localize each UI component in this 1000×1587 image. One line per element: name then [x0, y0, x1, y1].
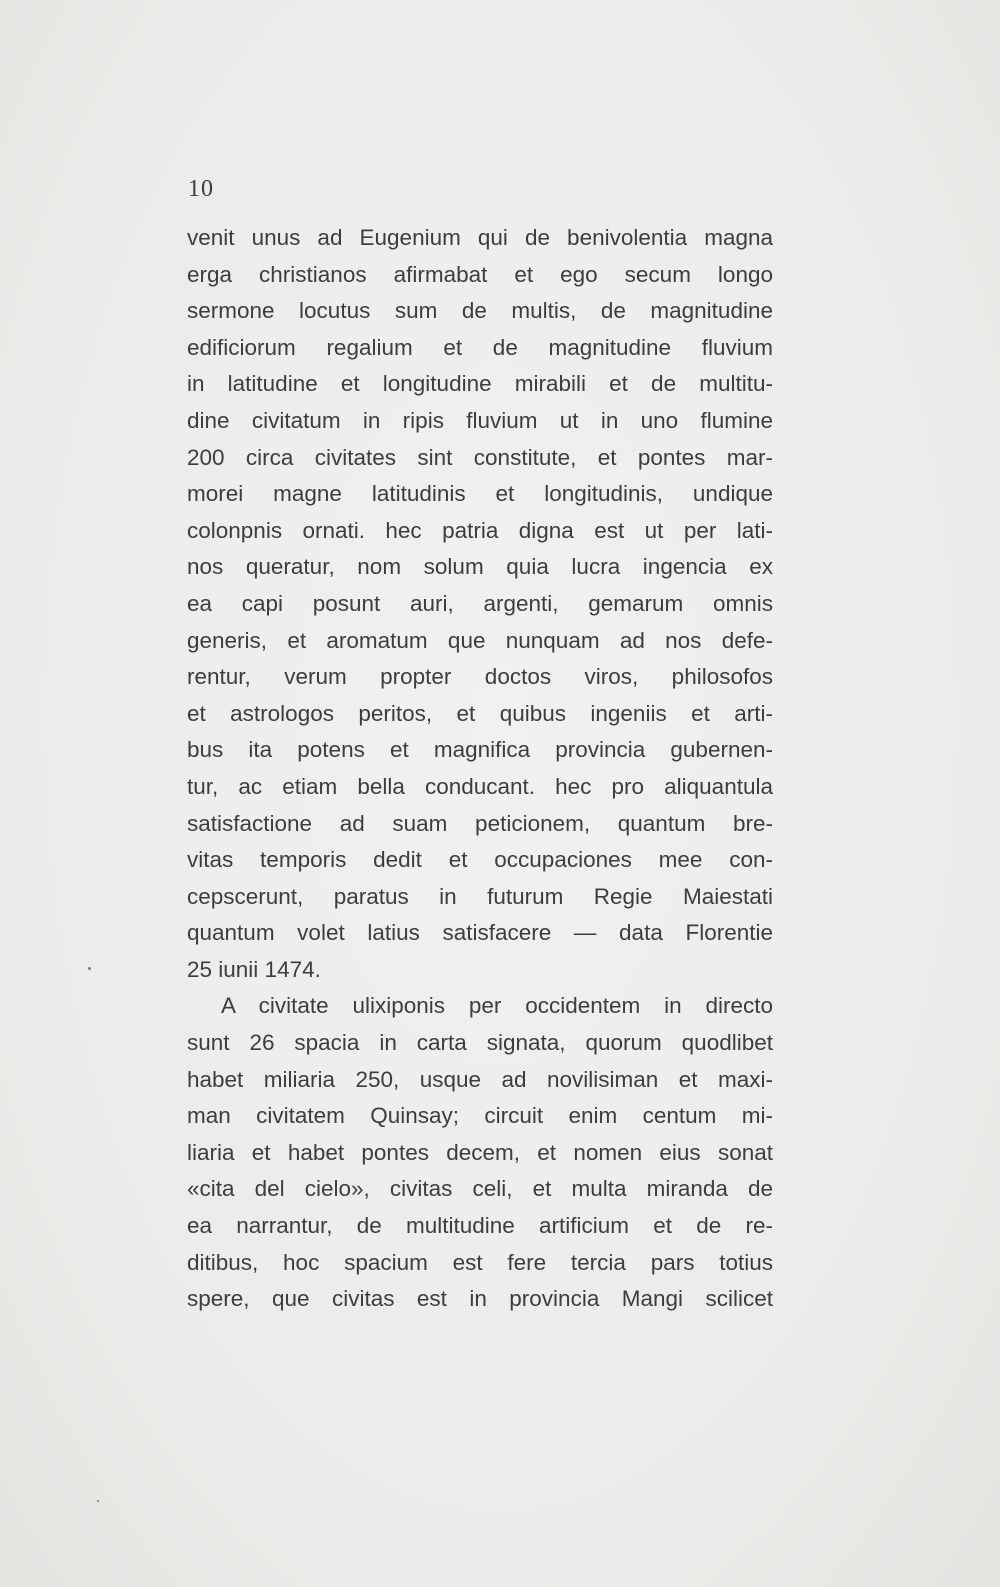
text-line: nos queratur, nom solum quia lucra ingencia ex [187, 554, 773, 580]
text-line: edificiorum regalium et de magnitudine fluvium [187, 334, 773, 360]
text-line: erga christianos afirmabat et ego secum longo [187, 261, 773, 287]
text-line: colonpnis ornati. hec patria digna est ut per lati- [187, 517, 773, 543]
text-line: 25 iunii 1474. [187, 956, 321, 982]
text-line: sermone locutus sum de multis, de magnitudine [187, 298, 773, 324]
text-line: man civitatem Quinsay; circuit enim centum mi- [187, 1103, 773, 1129]
text-line: 200 circa civitates sint constitute, et pontes mar- [187, 444, 773, 470]
body-text [187, 220, 773, 1318]
text-line: in latitudine et longitudine mirabili et de multitu- [187, 371, 773, 397]
text-line: generis, et aromatum que nunquam ad nos defe- [187, 627, 773, 653]
text-line: satisfactione ad suam peticionem, quantum bre- [187, 810, 773, 836]
text-line: ditibus, hoc spacium est fere tercia pars totius [187, 1249, 773, 1275]
text-line: venit unus ad Eugenium qui de benivolentia magna [187, 225, 773, 250]
text-line: tur, ac etiam bella conducant. hec pro aliquantula [187, 773, 773, 799]
text-line: cepscerunt, paratus in futurum Regie Maiestati [187, 883, 773, 909]
page-number: 10 [188, 176, 214, 202]
text-line: quantum volet latius satisfacere — data Florentie [187, 920, 773, 946]
text-line: ea capi posunt auri, argenti, gemarum omnis [187, 590, 773, 616]
text-line: sunt 26 spacia in carta signata, quorum quodlibet [187, 1030, 773, 1056]
paper-speck [88, 967, 91, 970]
text-line: ea narrantur, de multitudine artificium et de re- [187, 1213, 773, 1239]
text-line: liaria et habet pontes decem, et nomen eius sonat [187, 1139, 773, 1165]
text-line: «cita del cielo», civitas celi, et multa miranda de [187, 1176, 773, 1202]
text-line: vitas temporis dedit et occupaciones mee con- [187, 847, 773, 873]
text-line: rentur, verum propter doctos viros, philosofos [187, 664, 773, 690]
text-line: A civitate ulixiponis per occidentem in directo [221, 993, 773, 1019]
text-line: habet miliaria 250, usque ad novilisiman et maxi- [187, 1066, 773, 1092]
paper-speck [97, 1500, 99, 1502]
text-line: dine civitatum in ripis fluvium ut in uno flumine [187, 407, 773, 433]
text-line: bus ita potens et magnifica provincia gubernen- [187, 737, 773, 763]
text-line: morei magne latitudinis et longitudinis, undique [187, 481, 773, 507]
text-line: et astrologos peritos, et quibus ingeniis et arti- [187, 700, 773, 726]
text-line: spere, que civitas est in provincia Mangi scilicet [187, 1286, 773, 1312]
